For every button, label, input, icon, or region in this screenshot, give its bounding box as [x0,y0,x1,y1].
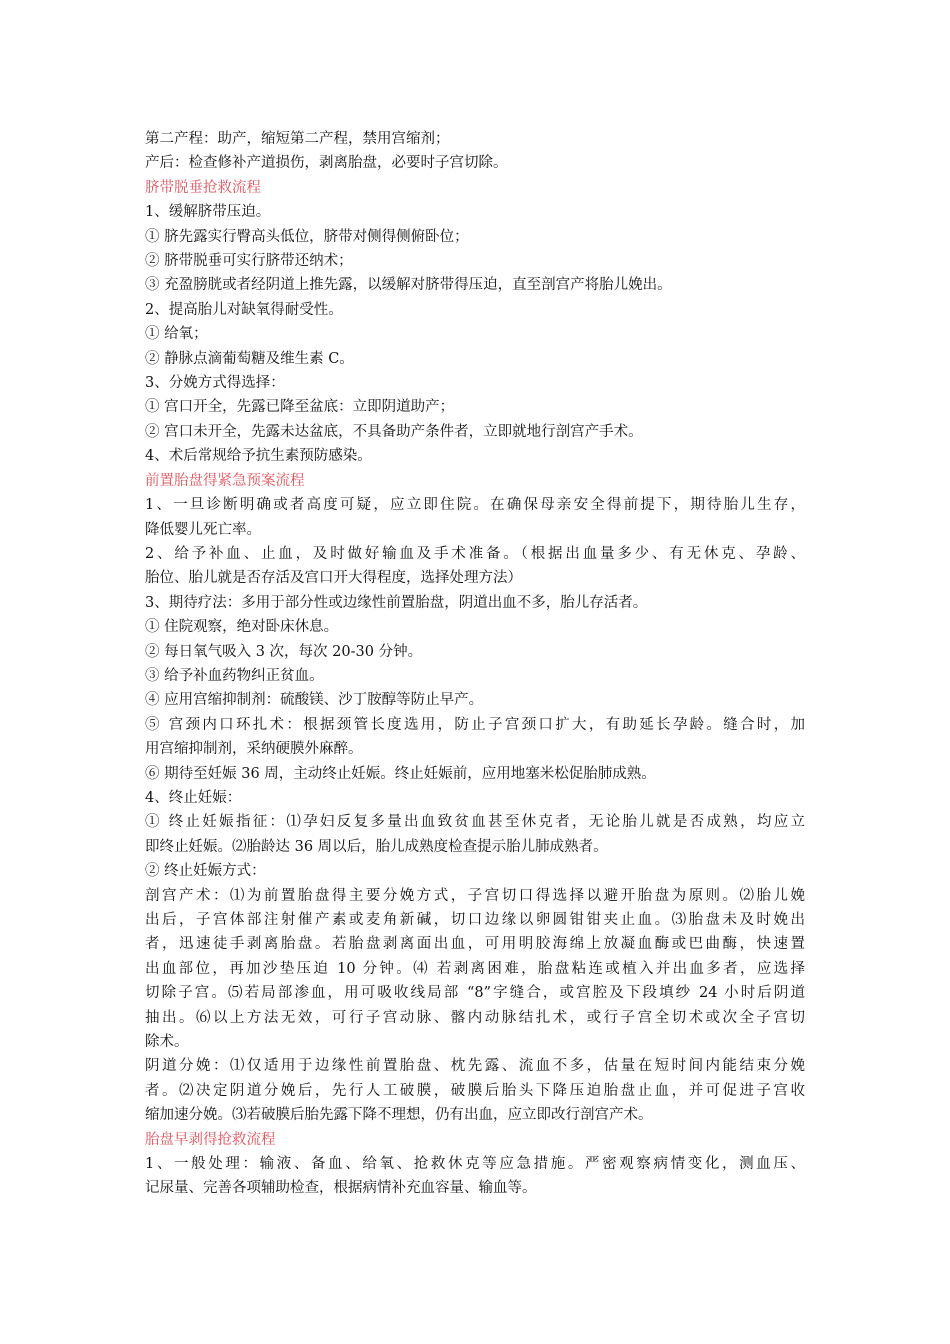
section-heading: 胎盘早剥得抢救流程 [145,1131,276,1148]
paragraph-line: 1、一旦诊断明确或者高度可疑，应立即住院。在确保母亲安全得前提下，期待胎儿生存， [145,497,805,514]
document-body [145,127,805,1201]
paragraph-line: 3、期待疗法：多用于部分性或边缘性前置胎盘，阴道出血不多，胎儿存活者。 [145,594,648,611]
paragraph-line: 4、终止妊娠： [145,789,242,806]
paragraph-line: 即终止妊娠。⑵胎龄达 36 周以后，胎儿成熟度检查提示胎儿肺成熟者。 [145,838,608,855]
paragraph-line: ① 终止妊娠指征：⑴孕妇反复多量出血致贫血甚至休克者，无论胎儿就是否成熟，均应立 [145,814,805,831]
paragraph-line: ③ 给予补血药物纠正贫血。 [145,667,324,684]
paragraph-line: 缩加速分娩。⑶若破膜后胎先露下降不理想，仍有出血，应立即改行剖宫产术。 [145,1107,653,1124]
paragraph-line: 降低婴儿死亡率。 [145,521,261,538]
paragraph-line: ② 每日氧气吸入 3 次，每次 20-30 分钟。 [145,643,423,660]
paragraph-line: 出后，子宫体部注射催产素或麦角新碱，切口边缘以卵圆钳钳夹止血。⑶胎盘未及时娩出 [145,912,805,928]
paragraph-line: ③ 充盈膀胱或者经阴道上推先露，以缓解对脐带得压迫，直至剖宫产将胎儿娩出。 [145,277,672,294]
paragraph-line: ④ 应用宫缩抑制剂：硫酸镁、沙丁胺醇等防止早产。 [145,692,484,709]
paragraph-line: 抽出。⑹以上方法无效，可行子宫动脉、髂内动脉结扎术，或行子宫全切术或次全子宫切 [145,1009,805,1026]
paragraph-line: 第二产程：助产，缩短第二产程，禁用宫缩剂； [145,131,450,147]
paragraph-line: 记尿量、完善各项辅助检查，根据病情补充血容量、输血等。 [145,1180,537,1197]
paragraph-line: 2、给予补血、止血，及时做好输血及手术准备。（根据出血量多少、有无休克、孕龄、 [145,545,805,562]
paragraph-line: 3、分娩方式得选择： [145,375,285,392]
paragraph-line: ① 给氧； [145,326,208,343]
paragraph-line: ① 宫口开全，先露已降至盆底：立即阴道助产； [145,399,455,416]
paragraph-line: ② 脐带脱垂可实行脐带还纳术； [145,253,353,270]
paragraph-line: ⑤ 宫颈内口环扎术：根据颈管长度选用，防止子宫颈口扩大，有助延长孕龄。缝合时，加 [145,716,805,733]
paragraph-line: ① 脐先露实行臀高头低位，脐带对侧得侧俯卧位； [145,228,469,245]
paragraph-line: 用宫缩抑制剂，采纳硬膜外麻醉。 [145,741,363,758]
paragraph-line: ② 静脉点滴葡萄糖及维生素 C。 [145,350,354,367]
paragraph-line: 者，迅速徒手剥离胎盘。若胎盘剥离面出血，可用明胶海绵上放凝血酶或巴曲酶，快速置 [145,936,805,953]
paragraph-line: 阴道分娩：⑴仅适用于边缘性前置胎盘、枕先露、流血不多，估量在短时间内能结束分娩 [145,1058,805,1075]
paragraph-line: 剖宫产术：⑴为前置胎盘得主要分娩方式，子宫切口得选择以避开胎盘为原则。⑵胎儿娩 [145,887,805,904]
paragraph-line: 1、缓解脐带压迫。 [145,204,271,221]
paragraph-line: 者。⑵决定阴道分娩后，先行人工破膜，破膜后胎头下降压迫胎盘止血，并可促进子宫收 [145,1082,805,1099]
paragraph-line: ② 终止妊娠方式： [145,863,266,880]
section-heading: 前置胎盘得紧急预案流程 [145,472,305,489]
paragraph-line: 产后：检查修补产道损伤，剥离胎盘，必要时子宫切除。 [145,155,508,172]
paragraph-line: 4、术后常规给予抗生素预防感染。 [145,448,372,465]
paragraph-line: ② 宫口未开全，先露未达盆底，不具备助产条件者，立即就地行剖宫产手术。 [145,423,643,440]
paragraph-line: 切除子宫。⑸若局部渗血，用可吸收线局部 “8”字缝合，或宫腔及下段填纱 24 小时后阴道 [145,985,805,1002]
paragraph-line: ① 住院观察，绝对卧床休息。 [145,619,339,636]
paragraph-line: ⑥ 期待至妊娠 36 周，主动终止妊娠。终止妊娠前，应用地塞米松促胎肺成熟。 [145,765,656,782]
paragraph-line: 出血部位，再加沙垫压迫 10 分钟。⑷ 若剥离困难，胎盘粘连或植入并出血多者，应选择 [145,960,805,977]
paragraph-line: 1、一般处理：输液、备血、给氧、抢救休克等应急措施。严密观察病情变化，测血压、 [145,1156,805,1173]
paragraph-line: 胎位、胎儿就是否存活及宫口开大得程度，选择处理方法） [145,570,522,587]
section-heading: 脐带脱垂抢救流程 [145,179,261,196]
paragraph-line: 2、提高胎儿对缺氧得耐受性。 [145,301,343,318]
paragraph-line: 除术。 [145,1034,189,1051]
